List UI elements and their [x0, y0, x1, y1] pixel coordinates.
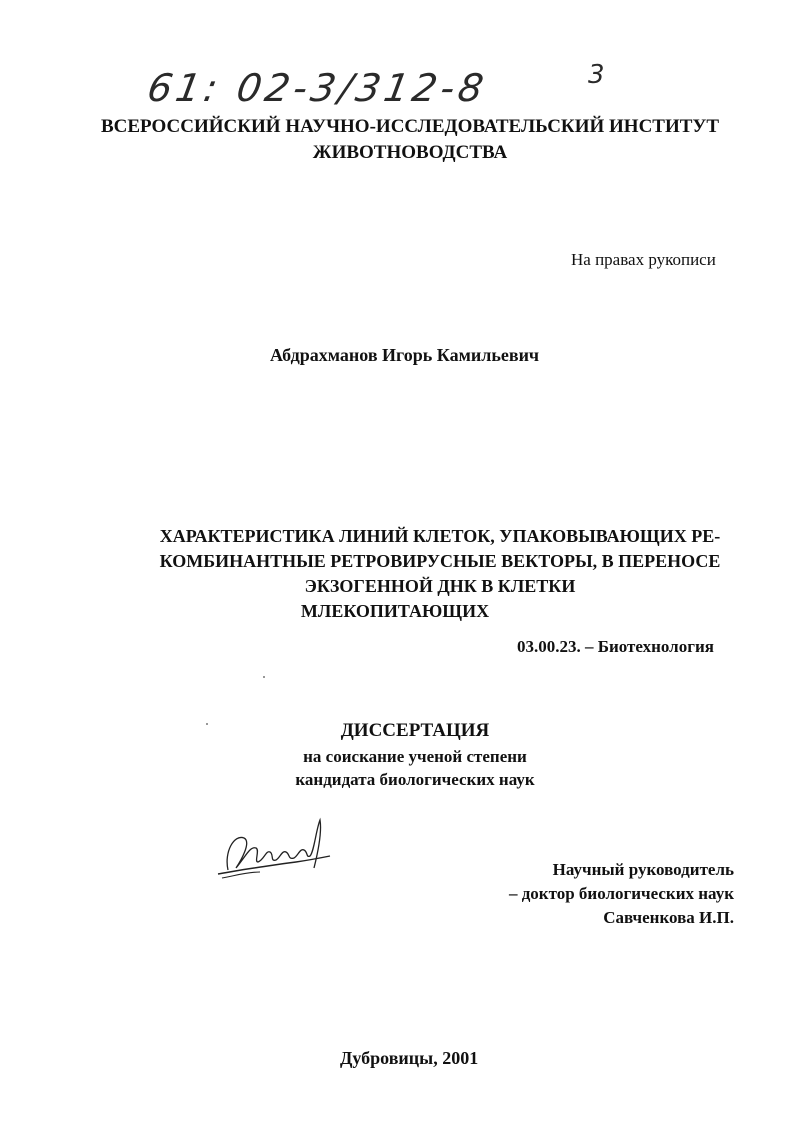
handwritten-archive-superscript: 3 — [588, 60, 605, 90]
handwritten-signature — [210, 812, 335, 890]
handwritten-archive-code: 61: 02-3/312-8 — [144, 66, 491, 110]
scientific-supervisor — [470, 858, 734, 930]
title-line-4: МЛЕКОПИТАЮЩИХ — [300, 601, 490, 621]
supervisor-name: Савченкова И.П. — [603, 908, 734, 927]
author-name: Абдрахманов Игорь Камильевич — [270, 345, 540, 365]
institute-name — [60, 114, 760, 166]
degree-description — [250, 745, 580, 791]
scan-speck — [263, 676, 265, 678]
specialty-code: 03.00.23. – Биотехнология — [517, 637, 714, 656]
document-type-heading: ДИССЕРТАЦИЯ — [340, 720, 490, 741]
supervisor-degree: – доктор биологических наук — [508, 884, 734, 903]
place-and-year: Дубровицы, 2001 — [340, 1048, 479, 1068]
institute-line-2: ЖИВОТНОВОДСТВА — [312, 142, 508, 163]
title-line-3: ЭКЗОГЕННОЙ ДНК В КЛЕТКИ — [304, 576, 576, 596]
degree-line-2: кандидата биологических наук — [295, 770, 535, 789]
scan-speck — [206, 723, 208, 725]
degree-line-1: на соискание ученой степени — [303, 747, 527, 766]
manuscript-rights-note: На правах рукописи — [571, 250, 716, 269]
supervisor-label: Научный руководитель — [552, 860, 734, 879]
title-line-1: ХАРАКТЕРИСТИКА ЛИНИЙ КЛЕТОК, УПАКОВЫВАЮЩИХ РЕ- — [159, 526, 721, 546]
dissertation-title — [140, 524, 740, 624]
institute-line-1: ВСЕРОССИЙСКИЙ НАУЧНО-ИССЛЕДОВАТЕЛЬСКИЙ ИНСТИТУТ — [100, 116, 720, 137]
title-line-2: КОМБИНАНТНЫЕ РЕТРОВИРУСНЫЕ ВЕКТОРЫ, В ПЕРЕНОСЕ — [159, 551, 721, 571]
